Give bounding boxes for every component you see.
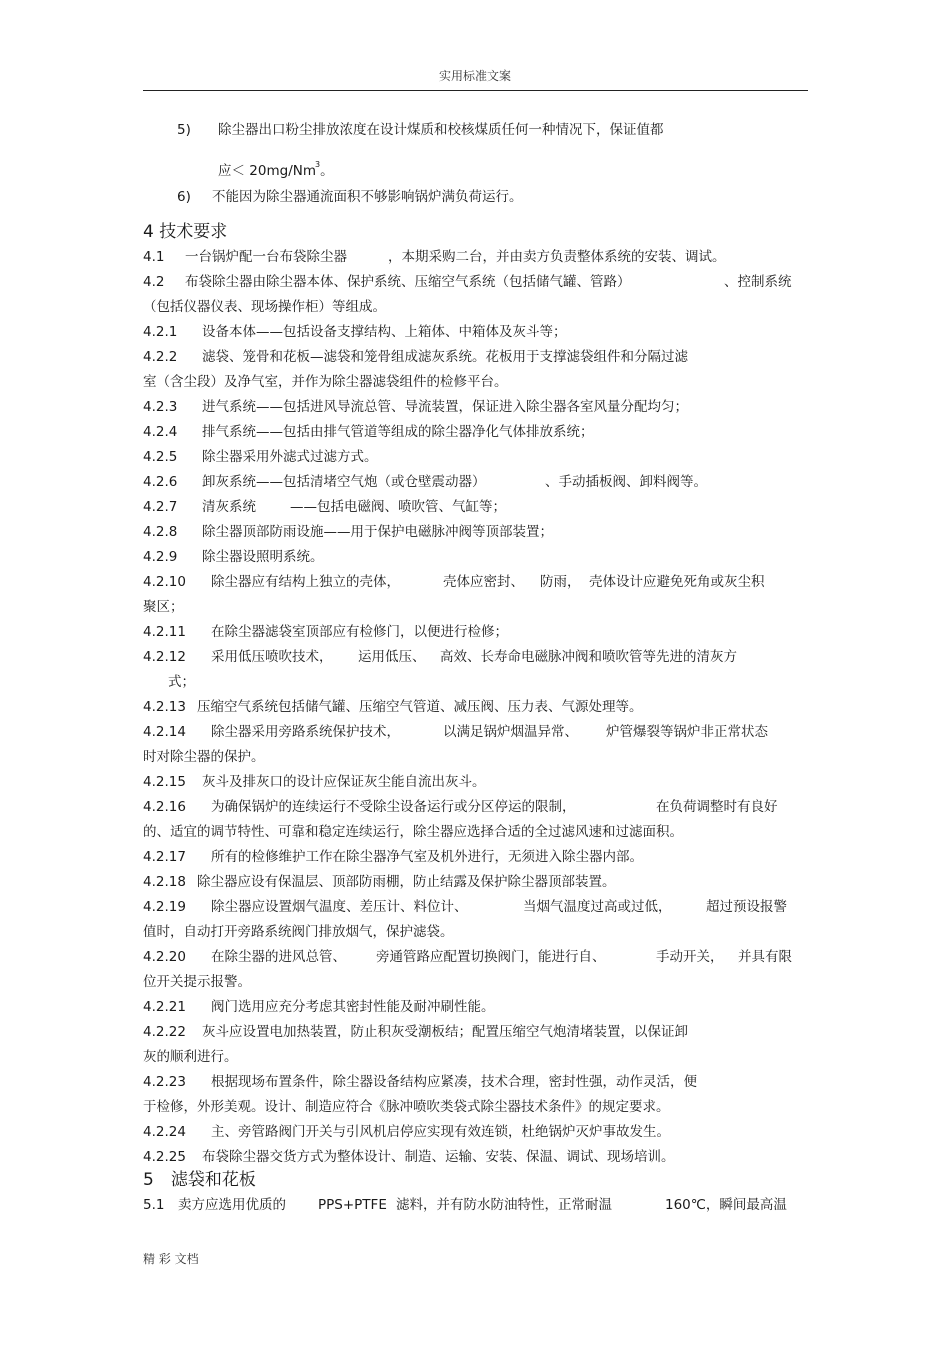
- clause-text: 布袋除尘器交货方式为整体设计、制造、运输、安装、保温、调试、现场培训。: [202, 1149, 675, 1165]
- clause-text: 在负荷调整时有良好: [656, 799, 778, 815]
- clause-text: ，本期采购二台，并由卖方负责整体系统的安装、调试。: [388, 249, 726, 265]
- clause-number: 4.2.3: [143, 399, 178, 415]
- clause-text-continued: 的、适宜的调节特性、可靠和稳定连续运行，除尘器应选择合适的全过滤风速和过滤面积。: [143, 824, 683, 840]
- clause-text: 灰斗及排灰口的设计应保证灰尘能自流出灰斗。: [202, 774, 486, 790]
- clause-text: 并具有限: [738, 949, 792, 965]
- clause-text: 阀门选用应充分考虑其密封性能及耐冲刷性能。: [211, 999, 495, 1015]
- clause-text-continued: 值时，自动打开旁路系统阀门排放烟气，保护滤袋。: [143, 924, 454, 940]
- emission-limit-value: 应＜ 20mg/Nm: [218, 163, 316, 179]
- clause-number: 4.2.18: [143, 874, 186, 890]
- emission-limit: [218, 157, 334, 179]
- clause-number: 4.2.17: [143, 849, 186, 865]
- item-text: 不能因为除尘器通流面积不够影响锅炉满负荷运行。: [212, 189, 523, 205]
- clause-number: 4.2.15: [143, 774, 186, 790]
- clause-number: 4.2.21: [143, 999, 186, 1015]
- clause-text: 炉管爆裂等锅炉非正常状态: [606, 724, 768, 740]
- clause-number: 4.2.23: [143, 1074, 186, 1090]
- clause-text: 进气系统——包括进风导流总管、导流装置，保证进入除尘器各室风量分配均匀；: [202, 399, 688, 415]
- clause-number: 4.2.11: [143, 624, 186, 640]
- clause-text: 除尘器应有结构上独立的壳体，: [211, 574, 400, 590]
- clause-text: 、手动插板阀、卸料阀等。: [545, 474, 707, 490]
- clause-text: 根据现场布置条件，除尘器设备结构应紧凑，技术合理，密封性强，动作灵活，便: [211, 1074, 697, 1090]
- clause-number: 4.2.7: [143, 499, 178, 515]
- clause-text: 除尘器设照明系统。: [202, 549, 324, 565]
- clause-text: ——包括电磁阀、喷吹管、气缸等；: [290, 499, 506, 515]
- clause-number: 4.2: [143, 274, 165, 290]
- clause-text: 高效、长寿命电磁脉冲阀和喷吹管等先进的清灰方: [440, 649, 737, 665]
- clause-text: 清灰系统: [202, 499, 256, 515]
- clause-text: 旁通管路应配置切换阀门，能进行自、: [376, 949, 606, 965]
- clause-number: 4.2.10: [143, 574, 186, 590]
- page-footer: 精 彩 文档: [143, 1252, 199, 1266]
- clause-number: 4.2.25: [143, 1149, 186, 1165]
- clause-text: 除尘器应设置烟气温度、差压计、料位计、: [211, 899, 468, 915]
- clause-number: 4.2.4: [143, 424, 178, 440]
- clause-text: 设备本体——包括设备支撑结构、上箱体、中箱体及灰斗等；: [202, 324, 567, 340]
- clause-text: 采用低压喷吹技术，: [211, 649, 333, 665]
- clause-number: 4.1: [143, 249, 165, 265]
- clause-text: 手动开关，: [656, 949, 724, 965]
- clause-number: 4.2.20: [143, 949, 186, 965]
- clause-number: 4.2.9: [143, 549, 178, 565]
- clause-text: 在除尘器滤袋室顶部应有检修门，以便进行检修；: [211, 624, 508, 640]
- clause-text: 滤料，并有防水防油特性，正常耐温: [396, 1197, 612, 1213]
- clause-text: 主、旁管路阀门开关与引风机启停应实现有效连锁，杜绝锅炉灭炉事故发生。: [211, 1124, 670, 1140]
- emission-limit-suffix: 。: [320, 163, 334, 179]
- clause-number: 4.2.14: [143, 724, 186, 740]
- clause-number: 4.2.12: [143, 649, 186, 665]
- clause-text: PPS+PTFE: [318, 1197, 387, 1213]
- clause-text-continued: 时对除尘器的保护。: [143, 749, 265, 765]
- clause-text: 在除尘器的进风总管、: [211, 949, 346, 965]
- clause-text-continued: 位开关提示报警。: [143, 974, 251, 990]
- item-number: 6): [177, 189, 191, 205]
- clause-text-continued: 室（含尘段）及净气室，并作为除尘器滤袋组件的检修平台。: [143, 374, 508, 390]
- clause-text: 壳体应密封、: [443, 574, 524, 590]
- clause-text: 灰斗应设置电加热装置，防止积灰受潮板结；配置压缩空气炮清堵装置，以保证卸: [202, 1024, 688, 1040]
- clause-text: 所有的检修维护工作在除尘器净气室及机外进行，无须进入除尘器内部。: [211, 849, 643, 865]
- clause-text: 布袋除尘器由除尘器本体、保护系统、压缩空气系统（包括储气罐、管路）: [185, 274, 631, 290]
- clause-text: 一台锅炉配一台布袋除尘器: [185, 249, 347, 265]
- clause-text-continued: 于检修，外形美观。设计、制造应符合《脉冲喷吹类袋式除尘器技术条件》的规定要求。: [143, 1099, 670, 1115]
- clause-number: 4.2.6: [143, 474, 178, 490]
- item-number: 5): [177, 122, 191, 138]
- clause-text-continued: （包括仪器仪表、现场操作柜）等组成。: [143, 299, 386, 315]
- clause-text: 以满足锅炉烟温异常、: [443, 724, 578, 740]
- clause-text: 160℃，瞬间最高温: [665, 1197, 787, 1213]
- clause-text: 除尘器应设有保温层、顶部防雨棚，防止结露及保护除尘器顶部装置。: [197, 874, 616, 890]
- clause-number: 4.2.13: [143, 699, 186, 715]
- clause-text: 滤袋、笼骨和花板—滤袋和笼骨组成滤灰系统。花板用于支撑滤袋组件和分隔过滤: [202, 349, 688, 365]
- clause-text: 防雨，: [540, 574, 581, 590]
- clause-text: 排气系统——包括由排气管道等组成的除尘器净化气体排放系统；: [202, 424, 594, 440]
- clause-text: 压缩空气系统包括储气罐、压缩空气管道、减压阀、压力表、气源处理等。: [197, 699, 643, 715]
- clause-number: 5.1: [143, 1197, 165, 1213]
- clause-text-continued: 灰的顺利进行。: [143, 1049, 238, 1065]
- emission-limit-superscript: 3: [315, 160, 321, 169]
- clause-text: 超过预设报警: [706, 899, 787, 915]
- section-heading-5: 5 滤袋和花板: [143, 1170, 256, 1190]
- page-header: 实用标准文案: [438, 69, 511, 83]
- clause-number: 4.2.5: [143, 449, 178, 465]
- clause-number: 4.2.22: [143, 1024, 186, 1040]
- clause-text: 壳体设计应避免死角或灰尘积: [589, 574, 765, 590]
- clause-text: 除尘器顶部防雨设施——用于保护电磁脉冲阀等顶部装置；: [202, 524, 553, 540]
- clause-text: 当烟气温度过高或过低，: [523, 899, 672, 915]
- clause-text: 、控制系统: [724, 274, 792, 290]
- header-rule: [143, 90, 808, 91]
- clause-number: 4.2.2: [143, 349, 178, 365]
- clause-text: 除尘器采用外滤式过滤方式。: [202, 449, 378, 465]
- clause-text-continued: 聚区；: [143, 599, 184, 615]
- clause-text: 卖方应选用优质的: [178, 1197, 286, 1213]
- clause-text: 卸灰系统——包括清堵空气炮（或仓壁震动器）: [202, 474, 486, 490]
- clause-text: 为确保锅炉的连续运行不受除尘设备运行或分区停运的限制，: [211, 799, 576, 815]
- clause-text-continued: 式；: [168, 674, 195, 690]
- clause-number: 4.2.24: [143, 1124, 186, 1140]
- clause-number: 4.2.16: [143, 799, 186, 815]
- item-text: 除尘器出口粉尘排放浓度在设计煤质和校核煤质任何一种情况下，保证值都: [218, 122, 664, 138]
- clause-number: 4.2.19: [143, 899, 186, 915]
- clause-number: 4.2.1: [143, 324, 178, 340]
- section-heading-4: 4 技术要求: [143, 222, 228, 242]
- clause-text: 除尘器采用旁路系统保护技术，: [211, 724, 400, 740]
- clause-number: 4.2.8: [143, 524, 178, 540]
- clause-text: 运用低压、: [358, 649, 426, 665]
